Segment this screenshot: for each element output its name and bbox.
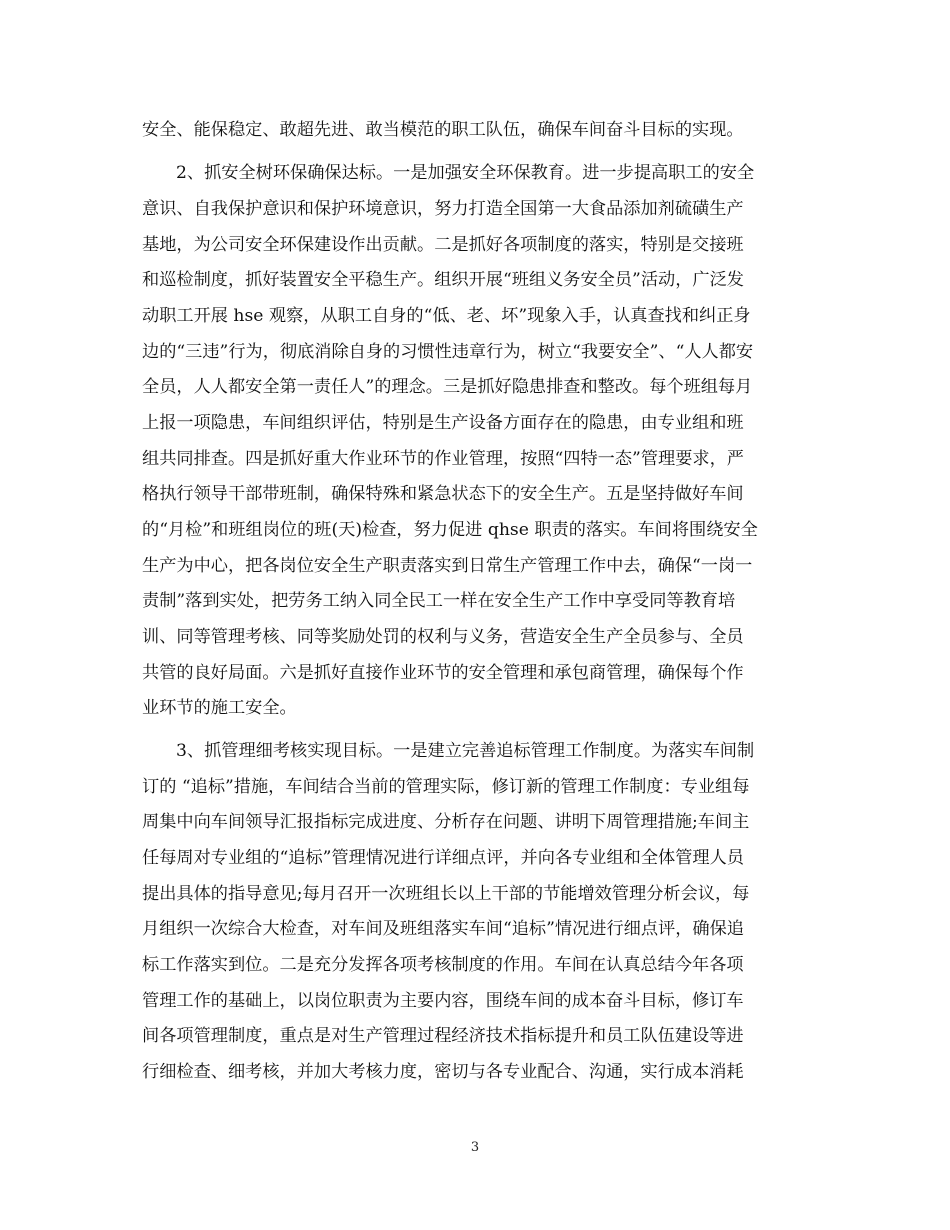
text-line-9: 上报一项隐患，车间组织评估，特别是生产设备方面存在的隐患，由专业组和班 bbox=[142, 413, 744, 433]
text-line-4: 基地，为公司安全环保建设作出贡献。二是抓好各项制度的落实，特别是交接班 bbox=[142, 235, 744, 255]
text-line-2: 2、抓安全树环保确保达标。一是加强安全环保教育。进一步提高职工的安全 bbox=[176, 163, 755, 183]
text-line-22: 提出具体的指导意见;每月召开一次班组长以上干部的节能增效管理分析会议，每 bbox=[142, 884, 750, 904]
text-line-10: 组共同排查。四是抓好重大作业环节的作业管理，按照“四特一态”管理要求，严 bbox=[142, 449, 744, 469]
text-line-18: 3、抓管理细考核实现目标。一是建立完善追标管理工作制度。为落实车间制 bbox=[176, 741, 755, 761]
text-line-6: 动职工开展 hse 观察，从职工自身的“低、老、坏”现象入手，认真查找和纠正身 bbox=[142, 306, 751, 326]
text-line-16: 共管的良好局面。六是抓好直接作业环节的安全管理和承包商管理，确保每个作 bbox=[142, 663, 744, 683]
text-line-1: 安全、能保稳定、敢超先进、敢当模范的职工队伍，确保车间奋斗目标的实现。 bbox=[142, 120, 744, 140]
text-line-21: 任每周对专业组的“追标”管理情况进行详细点评，并向各专业组和全体管理人员 bbox=[142, 848, 744, 868]
text-line-25: 管理工作的基础上，以岗位职责为主要内容，围绕车间的成本奋斗目标，修订车 bbox=[142, 991, 744, 1011]
text-line-7: 边的“三违”行为，彻底消除自身的习惯性违章行为，树立“我要安全”、“人人都安 bbox=[142, 342, 754, 362]
text-line-12: 的“月检”和班组岗位的班(天)检查，努力促进 qhse 职责的落实。车间将围绕安全 bbox=[142, 520, 758, 540]
text-line-24: 标工作落实到位。二是充分发挥各项考核制度的作用。车间在认真总结今年各项 bbox=[142, 955, 744, 975]
text-line-15: 训、同等管理考核、同等奖励处罚的权利与义务，营造安全生产全员参与、全员 bbox=[142, 627, 744, 647]
text-line-11: 格执行领导干部带班制，确保特殊和紧急状态下的安全生产。五是坚持做好车间 bbox=[142, 484, 744, 504]
text-line-26: 间各项管理制度，重点是对生产管理过程经济技术指标提升和员工队伍建设等进 bbox=[142, 1026, 744, 1046]
text-line-13: 生产为中心，把各岗位安全生产职责落实到日常生产管理工作中去，确保“一岗一 bbox=[142, 556, 753, 576]
text-line-20: 周集中向车间领导汇报指标完成进度、分析存在问题、讲明下周管理措施;车间主 bbox=[142, 812, 750, 832]
text-line-19: 订的 “追标”措施，车间结合当前的管理实际，修订新的管理工作制度：专业组每 bbox=[142, 777, 750, 797]
page-number: 3 bbox=[470, 1140, 480, 1155]
text-line-27: 行细检查、细考核，并加大考核力度，密切与各专业配合、沟通，实行成本消耗 bbox=[142, 1062, 744, 1082]
text-line-5: 和巡检制度，抓好装置安全平稳生产。组织开展“班组义务安全员”活动，广泛发 bbox=[142, 270, 744, 290]
text-line-17: 业环节的施工安全。 bbox=[142, 698, 297, 718]
text-line-8: 全员，人人都安全第一责任人”的理念。三是抓好隐患排查和整改。每个班组每月 bbox=[142, 377, 753, 397]
text-line-14: 责制”落到实处，把劳务工纳入同全民工一样在安全生产工作中享受同等教育培 bbox=[142, 591, 736, 611]
text-line-3: 意识、自我保护意识和保护环境意识，努力打造全国第一大食品添加剂硫磺生产 bbox=[142, 199, 744, 219]
text-line-23: 月组织一次综合大检查，对车间及班组落实车间“追标”情况进行细点评，确保追 bbox=[142, 919, 744, 939]
